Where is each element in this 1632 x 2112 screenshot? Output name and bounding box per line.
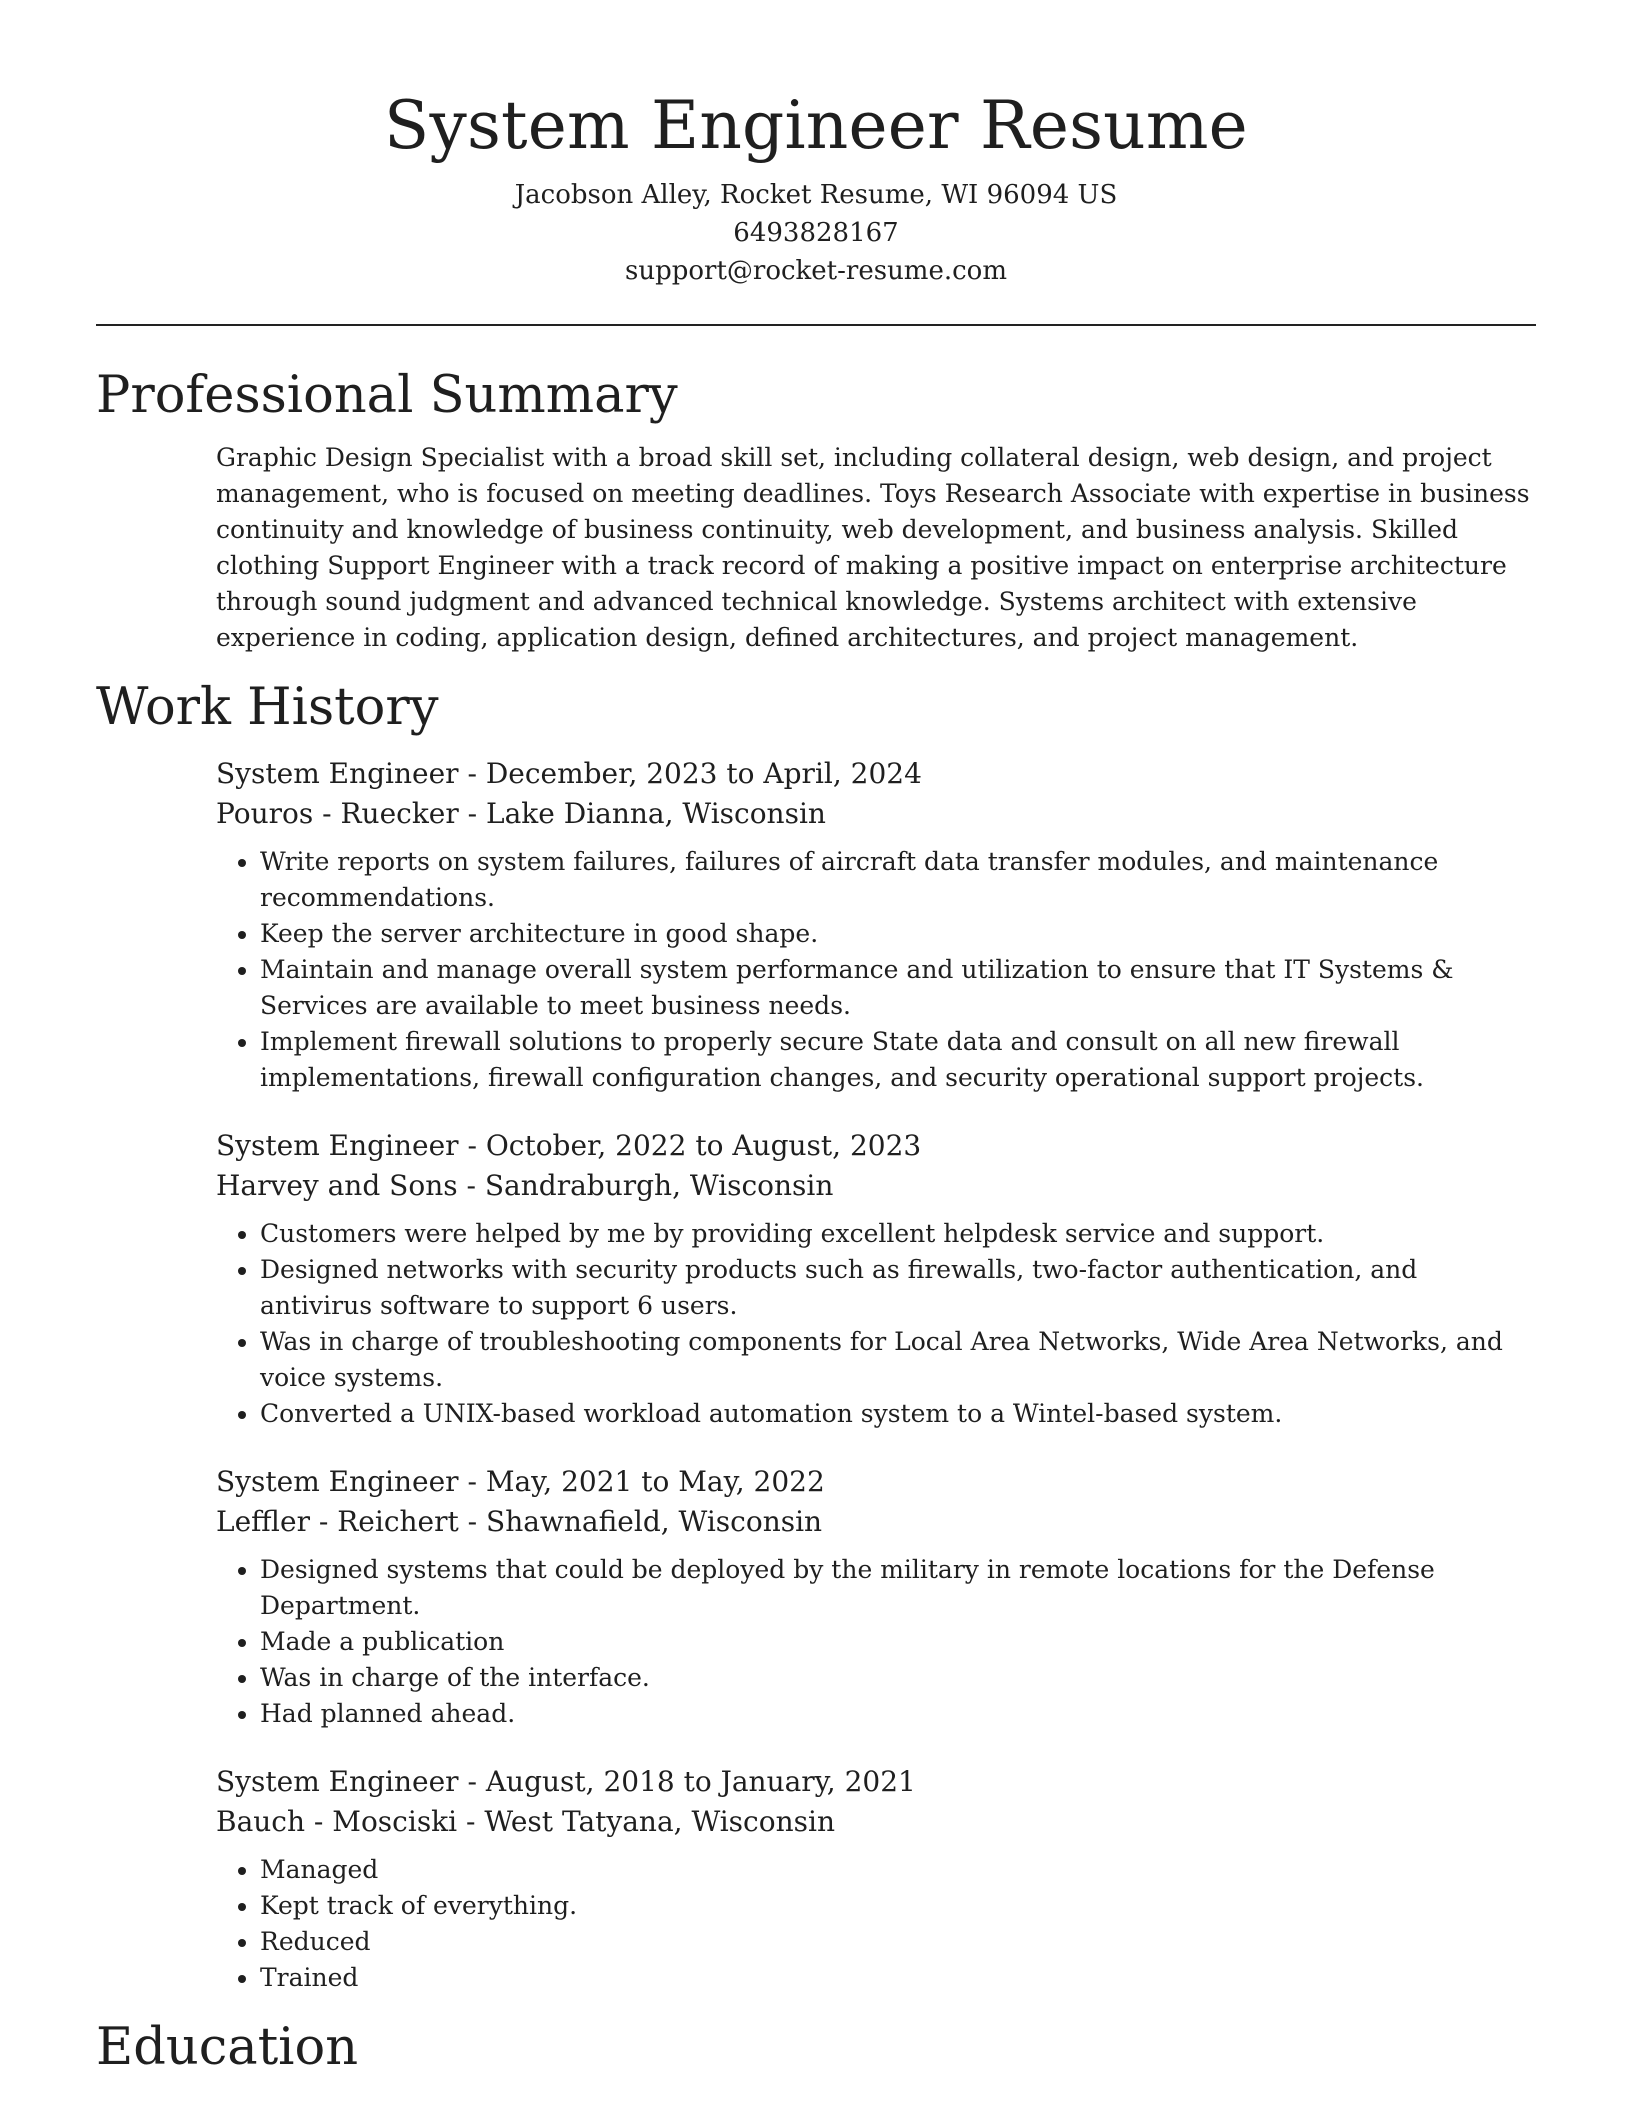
job-title-line: System Engineer - December, 2023 to April, 2024 [216, 757, 922, 790]
contact-email: support@rocket-resume.com [624, 256, 1007, 286]
list-item: • Designed systems that could be deployed by the military in remote locations for the Defense Department. [260, 1552, 1536, 1624]
summary-section [96, 366, 1536, 656]
education-heading: Education [96, 2018, 359, 2077]
job-bullets [216, 844, 1536, 1096]
list-item: • Was in charge of troubleshooting components for Local Area Networks, Wide Area Networks, and voice systems. [260, 1324, 1536, 1396]
job-title-line: System Engineer - August, 2018 to January, 2021 [216, 1765, 916, 1798]
list-item: • Was in charge of the interface. [260, 1660, 1536, 1696]
job-entry [216, 1126, 1536, 1432]
contact-phone: 6493828167 [733, 218, 899, 248]
job-bullets [216, 1852, 1536, 1996]
work-history-section [96, 678, 1536, 1996]
work-history-heading: Work History [96, 678, 439, 737]
job-company-line: Bauch - Mosciski - West Tatyana, Wisconsin [216, 1805, 835, 1838]
summary-text: Graphic Design Specialist with a broad skill set, including collateral design, web design, and project management, who is focused on meeting deadlines. Toys Research Associate with expertise in business continuity and knowledge of business continuity, web development, and business analysis. Skilled clothing Support Engineer with a track record of making a positive impact on enterprise architecture through sound judgment and advanced technical knowledge. Systems architect with extensive experience in coding, application design, defined architectures, and project management. [216, 443, 1530, 652]
list-item: • Managed [260, 1852, 1536, 1888]
page-title: System Engineer Resume [384, 87, 1248, 164]
summary-heading: Professional Summary [96, 366, 678, 425]
job-title-line: System Engineer - October, 2022 to August, 2023 [216, 1129, 922, 1162]
list-item: • Implement firewall solutions to properly secure State data and consult on all new firewall implementations, firewall configuration changes, and security operational support projects. [260, 1024, 1536, 1096]
list-item: • Had planned ahead. [260, 1696, 1536, 1732]
contact-info [96, 176, 1536, 290]
list-item: • Customers were helped by me by providing excellent helpdesk service and support. [260, 1216, 1536, 1252]
list-item: • Made a publication [260, 1624, 1536, 1660]
resume-header [96, 0, 1536, 290]
job-company-line: Harvey and Sons - Sandraburgh, Wisconsin [216, 1169, 834, 1202]
job-title-line: System Engineer - May, 2021 to May, 2022 [216, 1465, 825, 1498]
list-item: • Maintain and manage overall system performance and utilization to ensure that IT Systems & Services are available to meet business needs. [260, 952, 1536, 1024]
list-item: • Kept track of everything. [260, 1888, 1536, 1924]
job-bullets [216, 1216, 1536, 1432]
job-entry [216, 754, 1536, 1096]
education-section [96, 2018, 1536, 2078]
list-item: • Reduced [260, 1924, 1536, 1960]
job-company-line: Leffler - Reichert - Shawnafield, Wisconsin [216, 1505, 823, 1538]
job-company-line: Pouros - Ruecker - Lake Dianna, Wisconsin [216, 797, 826, 830]
list-item: • Write reports on system failures, failures of aircraft data transfer modules, and maintenance recommendations. [260, 844, 1536, 916]
header-divider [96, 324, 1536, 326]
list-item: • Keep the server architecture in good shape. [260, 916, 1536, 952]
job-entry [216, 1762, 1536, 1996]
list-item: • Trained [260, 1960, 1536, 1996]
job-entry [216, 1462, 1536, 1732]
resume-page [96, 0, 1536, 2078]
contact-address: Jacobson Alley, Rocket Resume, WI 96094 US [514, 180, 1118, 210]
list-item: • Converted a UNIX-based workload automation system to a Wintel-based system. [260, 1396, 1536, 1432]
job-bullets [216, 1552, 1536, 1732]
list-item: • Designed networks with security products such as firewalls, two-factor authentication, and antivirus software to support 6 users. [260, 1252, 1536, 1324]
